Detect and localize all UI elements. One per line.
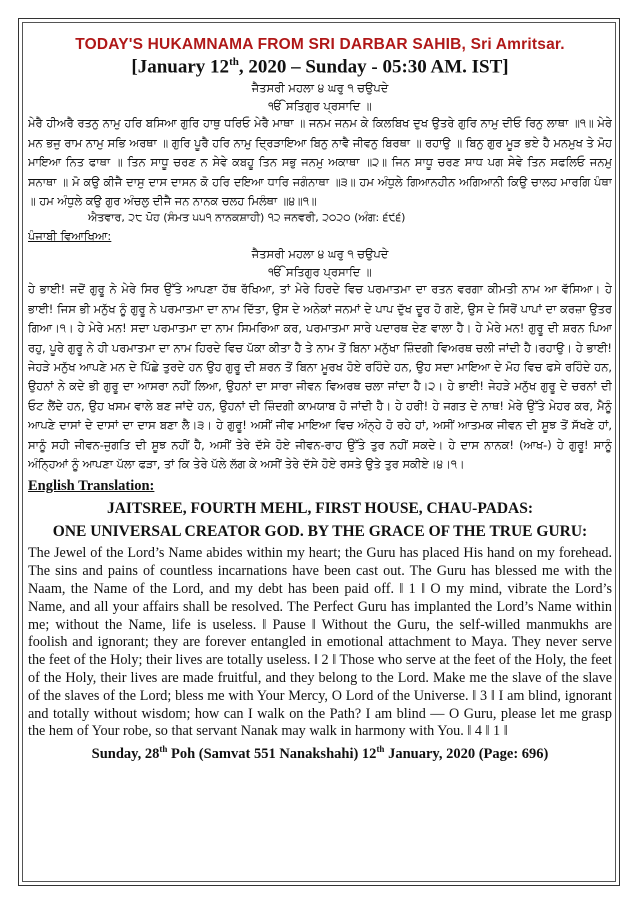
punjabi-explanation: ਹੇ ਭਾਈ! ਜਦੋਂ ਗੁਰੂ ਨੇ ਮੇਰੇ ਸਿਰ ਉੱਤੇ ਆਪਣਾ ਹੱਥ ਰੱਖਿਆ, ਤਾਂ ਮੇਰੇ ਹਿਰਦੇ ਵਿਚ ਪਰਮਾਤਮਾ ਦਾ ਰਤਨ ਵਰਗਾ ਕੀਮਤੀ ਨਾਮ ਆ ਵੱਸਿਆ। ਹੇ ਭਾਈ! ਜਿਸ ਭੀ ਮਨੁੱਖ ਨੂੰ ਗੁਰੂ ਨੇ ਪਰਮਾਤਮਾ ਦਾ ਨਾਮ ਦਿੱਤਾ, ਉਸ ਦੇ ਅਨੇਕਾਂ ਜਨਮਾਂ ਦੇ ਪਾਪ ਦੁੱਖ ਦੂਰ ਹੋ ਗਏ, ਉਸ ਦੇ ਸਿਰੋਂ ਪਾਪਾਂ ਦਾ ਕਰਜ਼ਾ ਉਤਰ ਗਿਆ।੧। ਹੇ ਮੇਰੇ ਮਨ! ਸਦਾ ਪਰਮਾਤਮਾ ਦਾ ਨਾਮ ਸਿਮਰਿਆ ਕਰ, ਪਰਮਾਤਮਾ ਸਾਰੇ ਪਦਾਰਥ ਦੇਣ ਵਾਲਾ ਹੈ। ਹੇ ਮੇਰੇ ਮਨ! ਗੁਰੂ ਦੀ ਸ਼ਰਨ ਪਿਆ ਰਹੁ, ਪੂਰੇ ਗੁਰੂ ਨੇ ਹੀ ਪਰਮਾਤਮਾ ਦਾ ਨਾਮ ਹਿਰਦੇ ਵਿਚ ਪੱਕਾ ਕੀਤਾ ਹੈ ਤੇ ਨਾਮ ਤੋਂ ਬਿਨਾ ਮਨੁੱਖਾ ਜ਼ਿੰਦਗੀ ਵਿਅਰਥ ਚਲੀ ਜਾਂਦੀ ਹੈ।ਰਹਾਉ। ਹੇ ਭਾਈ! ਜੇਹੜੇ ਮਨੁੱਖ ਆਪਣੇ ਮਨ ਦੇ ਪਿੱਛੇ ਤੁਰਦੇ ਹਨ ਉਹ ਗੁਰੂ ਦੀ ਸ਼ਰਨ ਤੋਂ ਬਿਨਾ ਮੂਰਖ ਹੋਏ ਰਹਿੰਦੇ ਹਨ, ਉਹ ਸਦਾ ਮਾਇਆ ਦੇ ਮੋਹ ਵਿਚ ਫਸੇ ਰਹਿੰਦੇ ਹਨ, ਉਹਨਾਂ ਨੇ ਕਦੇ ਭੀ ਗੁਰੂ ਦਾ ਆਸਰਾ ਨਹੀਂ ਲਿਆ, ਉਹਨਾਂ ਦਾ ਸਾਰਾ ਜੀਵਨ ਵਿਅਰਥ ਚਲਾ ਜਾਂਦਾ ਹੈ।੨। ਹੇ ਭਾਈ! ਜੇਹੜੇ ਮਨੁੱਖ ਗੁਰੂ ਦੇ ਚਰਨਾਂ ਦੀ ਓਟ ਲੈਂਦੇ ਹਨ, ਉਹ ਖਸਮ ਵਾਲੇ ਬਣ ਜਾਂਦੇ ਹਨ, ਉਹਨਾਂ ਦੀ ਜ਼ਿੰਦਗੀ ਕਾਮਯਾਬ ਹੋ ਜਾਂਦੀ ਹੈ। ਹੇ ਹਰੀ! ਹੇ ਜਗਤ ਦੇ ਨਾਥ! ਮੇਰੇ ਉੱਤੇ ਮੇਹਰ ਕਰ, ਮੈਨੂੰ ਆਪਣੇ ਦਾਸਾਂ ਦੇ ਦਾਸਾਂ ਦਾ ਦਾਸ ਬਣਾ ਲੈ।੩। ਹੇ ਗੁਰੂ! ਅਸੀਂ ਜੀਵ ਮਾਇਆ ਵਿਚ ਅੰਨ੍ਹੇ ਹੋ ਰਹੇ ਹਾਂ, ਅਸੀਂ ਆਤਮਕ ਜੀਵਨ ਦੀ ਸੂਝ ਤੋਂ ਸੱਖਣੇ ਹਾਂ, ਸਾਨੂੰ ਸਹੀ ਜੀਵਨ-ਜੁਗਤਿ ਦੀ ਸੂਝ ਨਹੀਂ ਹੈ, ਅਸੀਂ ਤੇਰੇ ਦੱਸੇ ਹੋਏ ਜੀਵਨ-ਰਾਹ ਉੱਤੇ ਤੁਰ ਨਹੀਂ ਸਕਦੇ। ਹੇ ਦਾਸ ਨਾਨਕ! (ਆਖ-) ਹੇ ਗੁਰੂ! ਸਾਨੂੰ ਅੰਨ੍ਹਿਆਂ ਨੂੰ ਆਪਣਾ ਪੱਲਾ ਫੜਾ, ਤਾਂ ਕਿ ਤੇਰੇ ਪੱਲੇ ਲੱਗ ਕੇ ਅਸੀਂ ਤੇਰੇ ਦੱਸੇ ਹੋਏ ਰਸਤੇ ਉਤੇ ਤੁਰ ਸਕੀਏ।੪।੧। [28, 282, 612, 472]
footer-sup-2: th [376, 744, 385, 755]
footer-suffix: January, 2020 (Page: 696) [384, 746, 549, 763]
shabad-mangal: ੴ ਸਤਿਗੁਰ ਪ੍ਰਸਾਦਿ ॥ [268, 99, 372, 114]
date-prefix: [January 12 [131, 56, 230, 78]
punjabi-raag: ਜੈਤਸਰੀ ਮਹਲਾ ੪ ਘਰੁ ੧ ਚਉਪਦੇ [251, 247, 389, 262]
footer-sup-1: th [159, 744, 168, 755]
english-heading-1: JAITSREE, FOURTH MEHL, FIRST HOUSE, CHAU-PADAS: [106, 500, 534, 518]
punjabi-mangal: ੴ ਸਤਿਗੁਰ ਪ੍ਰਸਾਦਿ ॥ [268, 265, 372, 280]
shabad-raag: ਜੈਤਸਰੀ ਮਹਲਾ ੪ ਘਰੁ ੧ ਚਉਪਦੇ [251, 81, 389, 96]
hukamnama-page [28, 30, 612, 875]
english-label: English Translation: [28, 478, 155, 495]
title-text: TODAY'S HUKAMNAMA FROM SRI DARBAR SAHIB, [75, 36, 467, 53]
english-heading-2: ONE UNIVERSAL CREATOR GOD. BY THE GRACE OF THE TRUE GURU: [52, 523, 588, 541]
gurmukhi-date: ਐਤਵਾਰ, ੨੮ ਪੋਹ (ਸੰਮਤ ੫੫੧ ਨਾਨਕਸ਼ਾਹੀ) ੧੨ ਜਨਵਰੀ, ੨੦੨੦ (ਅੰਗ: ੬੯੬) [88, 211, 406, 225]
footer-middle: Poh (Samvat 551 Nanakshahi) 12 [167, 746, 377, 763]
shabad-text: ਮੇਰੈ ਹੀਅਰੈ ਰਤਨੁ ਨਾਮੁ ਹਰਿ ਬਸਿਆ ਗੁਰਿ ਹਾਥੁ ਧਰਿਓ ਮੇਰੈ ਮਾਥਾ ॥ ਜਨਮ ਜਨਮ ਕੇ ਕਿਲਬਿਖ ਦੁਖ ਉਤਰੇ ਗੁਰਿ ਨਾਮੁ ਦੀਓ ਰਿਨੁ ਲਾਥਾ ॥੧॥ ਮੇਰੇ ਮਨ ਭਜੁ ਰਾਮ ਨਾਮੁ ਸਭਿ ਅਰਥਾ ॥ ਗੁਰਿ ਪੂਰੈ ਹਰਿ ਨਾਮੁ ਦ੍ਰਿੜਾਇਆ ਬਿਨੁ ਨਾਵੈ ਜੀਵਨੁ ਬਿਰਥਾ ॥ ਰਹਾਉ ॥ ਬਿਨੁ ਗੁਰ ਮੂੜ ਭਏ ਹੈ ਮਨਮੁਖ ਤੇ ਮੋਹ ਮਾਇਆ ਨਿਤ ਫਾਥਾ ॥ ਤਿਨ ਸਾਧੂ ਚਰਣ ਨ ਸੇਵੇ ਕਬਹੂ ਤਿਨ ਸਭੁ ਜਨਮੁ ਅਕਾਥਾ ॥੨॥ ਜਿਨ ਸਾਧੂ ਚਰਣ ਸਾਧ ਪਗ ਸੇਵੇ ਤਿਨ ਸਫਲਿਓ ਜਨਮੁ ਸਨਾਥਾ ॥ ਮੋ ਕਉ ਕੀਜੈ ਦਾਸੁ ਦਾਸ ਦਾਸਨ ਕੋ ਹਰਿ ਦਇਆ ਧਾਰਿ ਜਗੰਨਾਥਾ ॥੩॥ ਹਮ ਅੰਧੁਲੇ ਗਿਆਨਹੀਨ ਅਗਿਆਨੀ ਕਿਉ ਚਾਲਹ ਮਾਰਗਿ ਪੰਥਾ ॥ ਹਮ ਅੰਧੁਲੇ ਕਉ ਗੁਰ ਅੰਚਲੁ ਦੀਜੈ ਜਨ ਨਾਨਕ ਚਲਹ ਮਿਲੰਥਾ ॥੪॥੧॥ [28, 116, 612, 208]
english-translation: The Jewel of the Lord’s Name abides within my heart; the Guru has placed His hand on my forehead. The sins and pains of countless incarnations have been cast out. The Guru has blessed me with the Naam, the Name of the Lord, and my debt has been paid off. ‖ 1 ‖ O my mind, vibrate the Lord’s Name, and all your affairs shall be resolved. The Perfect Guru has implanted the Lord’s Name within me; without the Name, life is useless. ‖ Pause ‖ Without the Guru, the self-willed manmukhs are foolish and ignorant; they are forever entangled in emotional attachment to Maya. They never serve the feet of the Holy; their lives are totally useless. ‖ 2 ‖ Those who serve at the feet of the Holy, the feet of the Holy, their lives are made fruitful, and they belong to the Lord. Make me the slave of the slave of the slaves of the Lord; bless me with Your Mercy, O Lord of the Universe. ‖ 3 ‖ I am blind, ignorant and totally without wisdom; how can I walk on the Path? I am blind — O Guru, please let me grasp the hem of Your robe, so that servant Nanak may walk in harmony with You. ‖ 4 ‖ 1 ‖ [28, 545, 612, 740]
date-sup: th [229, 56, 239, 68]
date-suffix: , 2020 – Sunday - 05:30 AM. IST] [238, 56, 509, 78]
header-date [28, 56, 612, 78]
english-date-footer [28, 744, 612, 763]
punjabi-label: ਪੰਜਾਬੀ ਵਿਆਖਿਆ: [28, 229, 112, 244]
title-location: Sri Amritsar. [470, 36, 565, 53]
footer-prefix: Sunday, 28 [91, 746, 160, 763]
page-title [28, 36, 612, 54]
